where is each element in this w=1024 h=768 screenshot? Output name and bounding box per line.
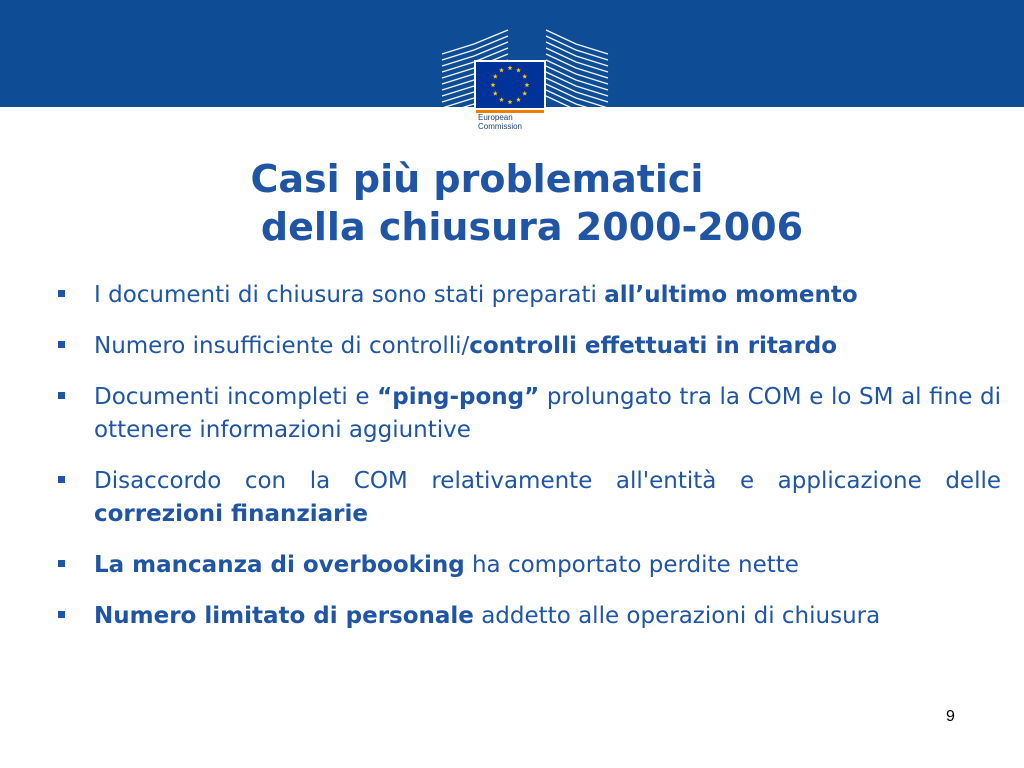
title-line-2: della chiusura 2000-2006 — [260, 205, 804, 249]
bullet-item — [58, 600, 1001, 633]
page-number: 9 — [946, 708, 955, 725]
bullet-square-icon — [58, 560, 65, 567]
bullet-bold-text: “ping-pong” — [377, 384, 540, 410]
european-commission-logo-icon — [440, 28, 610, 146]
logo-line-2: Commission — [478, 122, 523, 131]
bullet-text: Disaccordo con la COM relativamente all'entità e applicazione delle — [94, 468, 1001, 494]
bullet-bold-text: Numero limitato di personale — [94, 603, 474, 629]
bullet-item — [58, 330, 1001, 363]
bullet-item — [58, 549, 1001, 582]
bullet-text: prolungato tra la COM e lo SM al fine di ottenere informazioni aggiuntive — [94, 384, 1001, 443]
bullet-text: addetto alle operazioni di chiusura — [473, 603, 881, 629]
bullet-list — [58, 279, 1001, 651]
bullet-text: I documenti di chiusura sono stati preparati — [94, 282, 605, 308]
bullet-item — [58, 381, 1001, 447]
bullet-square-icon — [58, 290, 65, 297]
bullet-text: Documenti incompleti e — [94, 384, 378, 410]
page-title — [0, 155, 1024, 251]
bullet-item — [58, 279, 1001, 312]
bullet-bold-text: correzioni finanziarie — [94, 501, 368, 527]
bullet-item — [58, 465, 1001, 531]
bullet-text: Numero insufficiente di controlli/ — [94, 333, 470, 359]
bullet-bold-text: all’ultimo momento — [604, 282, 858, 308]
bullet-text: ha comportato perdite nette — [464, 552, 799, 578]
title-line-1: Casi più problematici — [250, 157, 704, 201]
bullet-square-icon — [58, 392, 65, 399]
bullet-bold-text: La mancanza di overbooking — [94, 552, 465, 578]
bullet-square-icon — [58, 341, 65, 348]
logo-line-1: European — [478, 113, 513, 122]
bullet-bold-text: controlli effettuati in ritardo — [469, 333, 838, 359]
logo-wordmark — [478, 113, 522, 131]
bullet-square-icon — [58, 476, 65, 483]
bullet-square-icon — [58, 611, 65, 618]
